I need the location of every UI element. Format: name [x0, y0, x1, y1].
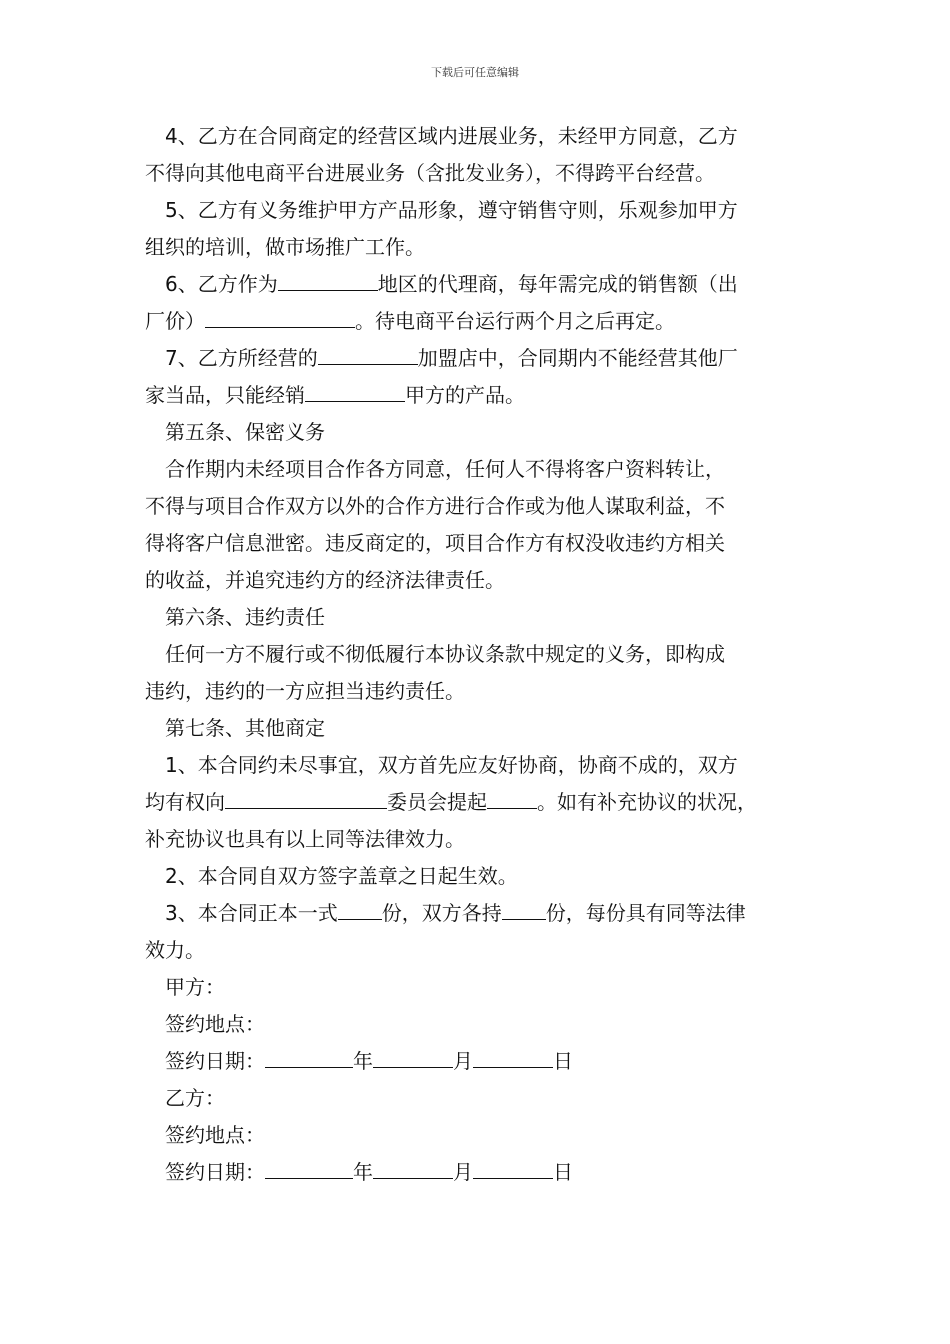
- party-a-label: 甲方：: [165, 975, 225, 999]
- section-6-line-2: 违约，违约的一方应担当违约责任。: [145, 679, 465, 703]
- year-label: 年: [353, 1160, 373, 1184]
- clause-6-text-b: 地区的代理商，每年需完成的销售额（出: [377, 272, 738, 296]
- clause-4-line-1: 4、乙方在合同商定的经营区域内进展业务，未经甲方同意，乙方: [165, 124, 738, 148]
- section-5-title: 第五条、保密义务: [165, 420, 325, 444]
- clause-5-line-1: 5、乙方有义务维护甲方产品形象，遵守销售守则，乐观参加甲方: [165, 198, 738, 222]
- document-body: [145, 118, 815, 1191]
- party-a-place-label: 签约地点：: [165, 1012, 265, 1036]
- section-7-item-2: 2、本合同自双方签字盖章之日起生效。: [165, 864, 518, 888]
- section-5-line-3: 得将客户信息泄密。违反商定的，项目合作方有权没收违约方相关: [145, 531, 725, 555]
- day-label: 日: [553, 1160, 573, 1184]
- clause-6-text-d: 。待电商平台运行两个月之后再定。: [355, 309, 675, 333]
- store-blank[interactable]: [318, 340, 418, 365]
- month-label: 月: [453, 1160, 473, 1184]
- section-7-item-1-line-1: 1、本合同约未尽事宜，双方首先应友好协商，协商不成的，双方: [165, 753, 738, 777]
- section-7-item-3-line-2: 效力。: [145, 938, 205, 962]
- day-label: 日: [553, 1049, 573, 1073]
- item-1-text-c: 。如有补充协议的状况，: [537, 790, 757, 814]
- region-blank[interactable]: [278, 266, 378, 291]
- item-3-text-c: 份，每份具有同等法律: [545, 901, 746, 925]
- clause-6-line-1: [145, 266, 815, 303]
- clause-7-text-b: 加盟店中，合同期内不能经营其他厂: [417, 346, 738, 370]
- party-b-place-label: 签约地点：: [165, 1123, 265, 1147]
- clause-4-line-2: 不得向其他电商平台进展业务（含批发业务），不得跨平台经营。: [145, 161, 715, 185]
- party-a-date-row: [145, 1043, 815, 1080]
- party-a-day-blank[interactable]: [473, 1043, 553, 1068]
- month-label: 月: [453, 1049, 473, 1073]
- item-3-text-a: 3、本合同正本一式: [165, 901, 338, 925]
- clause-6-line-2: [145, 303, 815, 340]
- committee-blank[interactable]: [225, 784, 387, 809]
- product-blank[interactable]: [305, 377, 405, 402]
- clause-7-text-c: 家当品，只能经销: [145, 383, 305, 407]
- party-b-day-blank[interactable]: [473, 1154, 553, 1179]
- clause-7-text-a: 7、乙方所经营的: [165, 346, 318, 370]
- clause-6-text-c: 厂价）: [145, 309, 205, 333]
- section-7-item-1-line-2: [145, 784, 815, 821]
- year-label: 年: [353, 1049, 373, 1073]
- party-b-year-blank[interactable]: [265, 1154, 353, 1179]
- clause-7-line-1: [145, 340, 815, 377]
- section-7-title: 第七条、其他商定: [165, 716, 325, 740]
- item-1-text-a: 均有权向: [145, 790, 225, 814]
- proceeding-blank[interactable]: [487, 784, 537, 809]
- party-a-year-blank[interactable]: [265, 1043, 353, 1068]
- section-6-title: 第六条、违约责任: [165, 605, 325, 629]
- sales-amount-blank[interactable]: [205, 303, 355, 328]
- party-b-month-blank[interactable]: [373, 1154, 453, 1179]
- party-b-date-row: [145, 1154, 815, 1191]
- section-5-line-2: 不得与项目合作双方以外的合作方进行合作或为他人谋取利益，不: [145, 494, 725, 518]
- party-a-month-blank[interactable]: [373, 1043, 453, 1068]
- party-b-label: 乙方：: [165, 1086, 225, 1110]
- party-a-date-label: 签约日期：: [165, 1049, 265, 1073]
- section-5-line-1: 合作期内未经项目合作各方同意，任何人不得将客户资料转让，: [165, 457, 725, 481]
- section-7-item-3-line-1: [145, 895, 815, 932]
- copies-total-blank[interactable]: [338, 895, 382, 920]
- item-1-text-b: 委员会提起: [387, 790, 487, 814]
- section-5-line-4: 的收益，并追究违约方的经济法律责任。: [145, 568, 505, 592]
- clause-5-line-2: 组织的培训，做市场推广工作。: [145, 235, 425, 259]
- page-header-note: 下载后可任意编辑: [431, 66, 519, 79]
- section-7-item-1-line-3: 补充协议也具有以上同等法律效力。: [145, 827, 465, 851]
- clause-7-text-d: 甲方的产品。: [405, 383, 525, 407]
- item-3-text-b: 份，双方各持: [381, 901, 502, 925]
- clause-6-text-a: 6、乙方作为: [165, 272, 278, 296]
- section-6-line-1: 任何一方不履行或不彻低履行本协议条款中规定的义务，即构成: [165, 642, 725, 666]
- clause-7-line-2: [145, 377, 815, 414]
- copies-each-blank[interactable]: [502, 895, 546, 920]
- party-b-date-label: 签约日期：: [165, 1160, 265, 1184]
